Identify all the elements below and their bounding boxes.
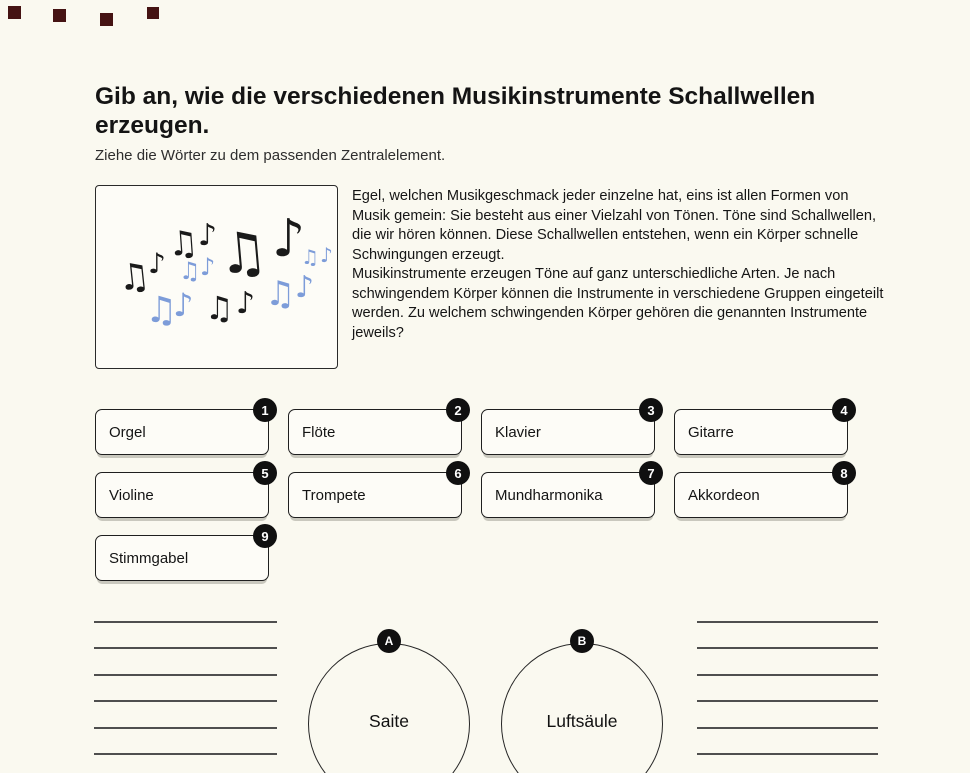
number-badge: 2: [446, 398, 470, 422]
number-badge: 5: [253, 461, 277, 485]
decor-square: [100, 13, 113, 26]
music-note-icon: ♪: [320, 243, 333, 267]
music-note-icon: ♪: [173, 286, 194, 324]
answer-line: [697, 674, 878, 676]
word-chip-mundharmonika[interactable]: [481, 465, 655, 518]
drop-target-luftsaeule[interactable]: [501, 643, 663, 773]
number-badge: 3: [639, 398, 663, 422]
word-label: Gitarre: [688, 423, 734, 441]
number-badge: 1: [253, 398, 277, 422]
drop-target-saite[interactable]: [308, 643, 470, 773]
decor-square: [8, 6, 21, 19]
number-badge: 4: [832, 398, 856, 422]
music-note-icon: ♪: [198, 218, 218, 253]
word-chip-orgel[interactable]: [95, 402, 269, 455]
word-label: Mundharmonika: [495, 486, 603, 504]
music-note-icon: ♪: [295, 270, 315, 305]
letter-badge-a: A: [377, 629, 401, 653]
answer-line: [697, 647, 878, 649]
answer-line: [697, 621, 878, 623]
word-label: Flöte: [302, 423, 336, 441]
decor-square: [53, 9, 66, 22]
music-note-icon: ♪: [236, 286, 256, 321]
music-note-icon: ♫: [166, 222, 200, 266]
target-label: Luftsäule: [546, 711, 618, 731]
word-label: Klavier: [495, 423, 541, 441]
word-chip-violine[interactable]: [95, 465, 269, 518]
number-badge: 6: [446, 461, 470, 485]
word-label: Violine: [109, 486, 154, 504]
intro-paragraph-1: Egel, welchen Musikgeschmack jeder einzelne hat, eins ist allen Formen von Musik gemein: Sie besteht aus einer Vielzahl von Tönen. Töne sind Schallwellen, die wir hören können. Diese Schallwellen entstehen, wenn ein Körper schnelle Schwingungen erzeugt.: [352, 188, 877, 263]
music-notes-image: [95, 185, 338, 369]
answer-line: [94, 753, 277, 755]
word-label: Stimmgabel: [109, 549, 189, 567]
letter-badge-b: B: [570, 629, 594, 653]
word-chip-gitarre[interactable]: [674, 402, 848, 455]
answer-line: [94, 727, 277, 729]
music-note-icon: ♫: [205, 289, 234, 327]
answer-line: [94, 621, 277, 623]
answer-line: [697, 700, 878, 702]
answer-line: [697, 753, 878, 755]
word-chip-akkordeon[interactable]: [674, 465, 848, 518]
word-chip-floete[interactable]: [288, 402, 462, 455]
number-badge: 8: [832, 461, 856, 485]
music-note-icon: ♫: [145, 290, 178, 331]
music-note-icon: ♫: [215, 218, 271, 289]
decor-square: [147, 7, 159, 19]
word-label: Akkordeon: [688, 486, 760, 504]
word-chip-stimmgabel[interactable]: [95, 528, 269, 581]
answer-line: [94, 647, 277, 649]
music-note-icon: ♫: [179, 257, 201, 285]
page-title: Gib an, wie die verschiedenen Musikinstrumente Schallwellen erzeugen.: [95, 83, 816, 139]
music-note-icon: ♫: [115, 255, 153, 300]
music-note-icon: ♫: [301, 245, 319, 269]
intro-text: [352, 187, 884, 343]
intro-paragraph-2: Musikinstrumente erzeugen Töne auf ganz unterschiedliche Arten. Je nach schwingendem Körper können die Instrumente in verschiedene Gruppen eingeteilt werden. Zu welchem schwingenden Körper gehören die genannten Instrumente jeweils?: [352, 266, 884, 341]
answer-line: [94, 674, 277, 676]
task-instruction: Ziehe die Wörter zu dem passenden Zentralelement.: [95, 147, 446, 164]
music-note-icon: ♪: [200, 253, 216, 281]
word-chip-trompete[interactable]: [288, 465, 462, 518]
word-chip-klavier[interactable]: [481, 402, 655, 455]
music-note-icon: ♫: [265, 274, 296, 314]
number-badge: 7: [639, 461, 663, 485]
number-badge: 9: [253, 524, 277, 548]
answer-line: [697, 727, 878, 729]
word-label: Orgel: [109, 423, 146, 441]
music-note-icon: ♪: [272, 209, 306, 269]
music-note-icon: ♪: [148, 247, 166, 280]
word-label: Trompete: [302, 486, 366, 504]
answer-line: [94, 700, 277, 702]
target-label: Saite: [369, 711, 409, 731]
